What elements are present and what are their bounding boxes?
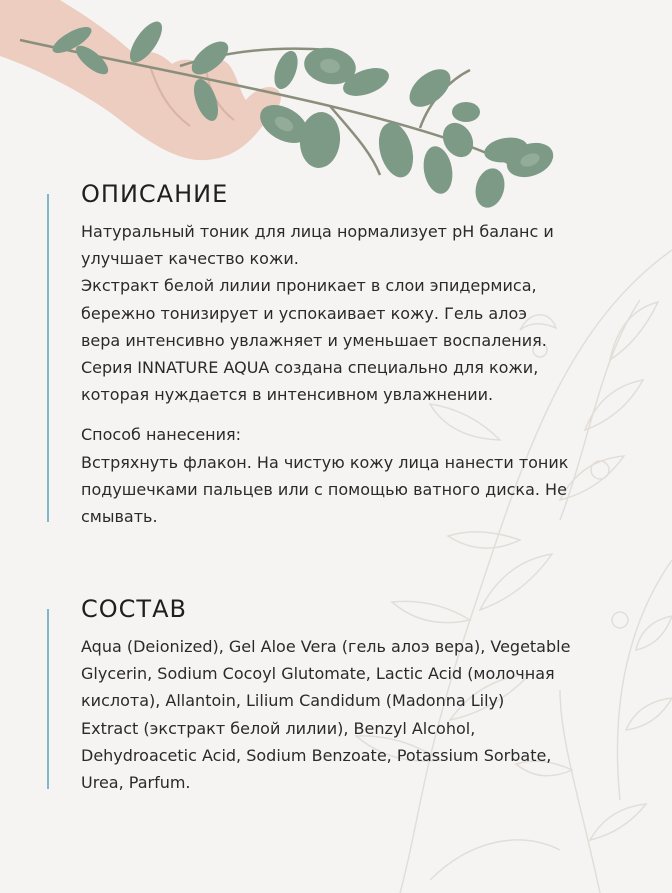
usage-line: смывать.	[81, 507, 158, 527]
usage-line: подушечками пальцев или с помощью ватного диска. Не	[81, 479, 567, 499]
description-accent-bar	[47, 194, 49, 522]
description-line: улучшает качество кожи.	[81, 249, 299, 269]
composition-section	[47, 595, 647, 795]
composition-text	[81, 633, 641, 796]
description-section	[47, 180, 647, 525]
usage-line: Встряхнуть флакон. На чистую кожу лица нанести тоник	[81, 452, 569, 472]
description-line: которая нуждается в интенсивном увлажнении.	[81, 385, 494, 405]
ingredient-line: Extract (экстракт белой лилии), Benzyl Alcohol,	[81, 718, 476, 738]
composition-heading: СОСТАВ	[81, 595, 187, 623]
ingredient-line: Urea, Parfum.	[81, 773, 191, 793]
ingredient-line: Dehydroacetic Acid, Sodium Benzoate, Potassium Sorbate,	[81, 745, 552, 765]
description-line: Натуральный тоник для лица нормализует pH баланс и	[81, 222, 554, 241]
paragraph-gap	[81, 408, 641, 421]
ingredient-line: Glycerin, Sodium Cocoyl Glutomate, Lactic Acid (молочная	[81, 664, 555, 684]
usage-line: Способ нанесения:	[81, 425, 242, 445]
description-line: Экстракт белой лилии проникает в слои эпидермиса,	[81, 276, 537, 296]
description-line: бережно тонизирует и успокаивает кожу. Гель алоэ	[81, 303, 528, 323]
ingredient-line: кислота), Allantoin, Lilium Candidum (Madonna Lily)	[81, 691, 505, 711]
description-line: Серия INNATURE AQUA создана специально для кожи,	[81, 358, 539, 378]
description-line: вера интенсивно увлажняет и уменьшает воспаления.	[81, 330, 547, 350]
description-text	[81, 218, 641, 530]
hand-shape	[0, 0, 281, 160]
ingredient-line: Aqua (Deionized), Gel Aloe Vera (гель алоэ вера), Vegetable	[81, 637, 571, 656]
description-heading: ОПИСАНИЕ	[81, 180, 229, 208]
composition-accent-bar	[47, 609, 49, 789]
